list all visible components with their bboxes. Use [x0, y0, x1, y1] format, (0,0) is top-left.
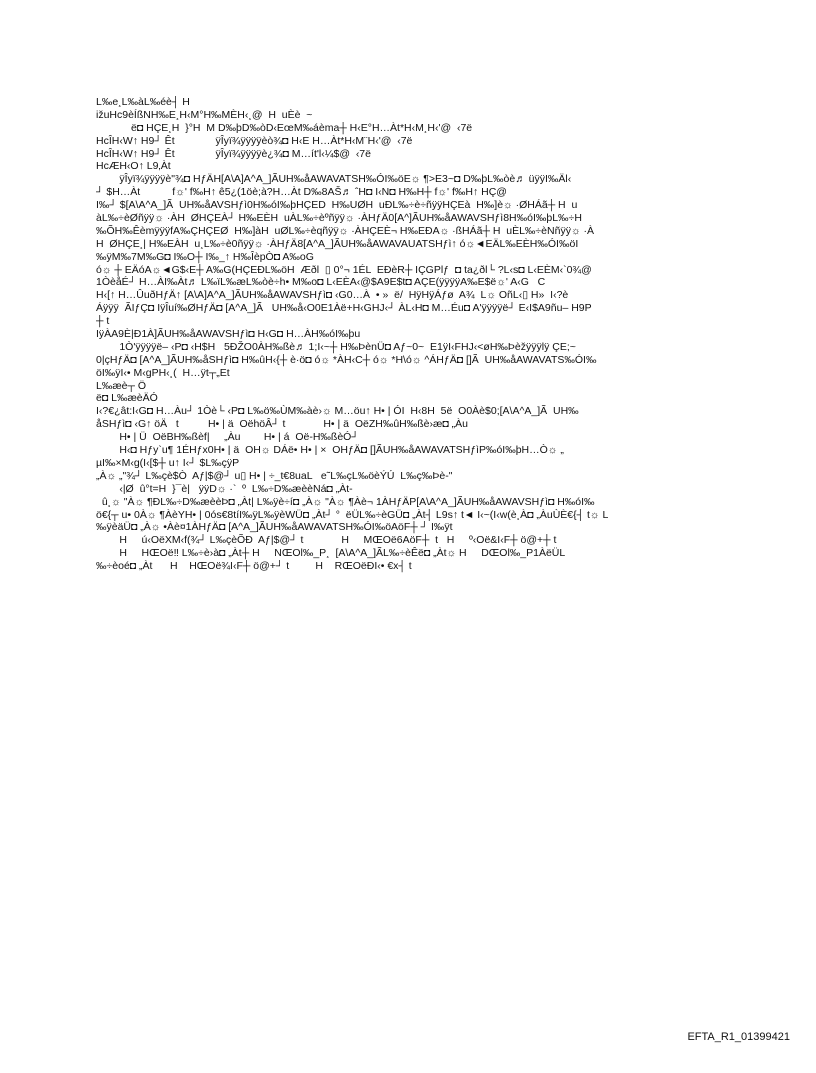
text-line: ‰÷èoé◘ „Àt H HŒOë¾I‹F┼ ö@+┘ t H RŒOëÐI‹• €x┤ t	[96, 560, 412, 573]
text-line: H ú‹OëXM‹f(¾┘ L‰çèÕÐ Aƒ|$@┘ t H MŒOë6AöF┼ t H º‹Oë&I‹F┼ ö@+┼ t	[96, 534, 557, 547]
text-line: ┘ $H…Àt f☼' f‰H↑ ê5¿(1öè;à?H…Àt D‰8AŠ♬ ˆH◘ I‹N◘ H‰H┼ f☼' f‰H↑ HÇ@	[96, 186, 507, 199]
text-line: åSHƒì◘ ‹G↑ öÄ t H• | ä OëhöÂ┘ t H• | ä OëZH‰ûH‰ßè›æ◘ „Àu	[96, 418, 468, 431]
text-line: 1ÒèåÉ┘ H…ÀI‰Àt♬ L‰ïL‰æL‰òè÷h• M‰o◘ L‹EÈA‹@$A9E$t◘ AÇE(ÿÿÿÿA‰E$ë☼' A‹G C	[96, 276, 546, 289]
text-line: H‹[↑ H…ÛuðHƒÄ↑ [A\A]A^A_]ÃUH‰åAWAVSHƒì◘ ‹G0…À • » ë/ HÿHÿÁƒø A¾ L☼ OñL‹▯ H» I‹?è	[96, 289, 569, 302]
text-line: ižuHc9èÍßNH‰E¸H‹M°H‰MÈH‹¸@ H uÈè ~	[96, 108, 313, 121]
text-line: „À☼ „"¾┘ L‰çè$Ò Aƒ|$@┘ u▯ H• | ÷_t€8uaL e˜L‰çL‰öèÝÚ L‰ç‰Þè-"	[96, 469, 453, 482]
text-line: Áÿÿÿ ÃIƒÇ◘ IÿÎuí‰ØHƒÄ◘ [A^A_]Ã UH‰å‹O0E1Àë+H‹GHJ‹┘ ÀL‹H◘ M…Éu◘ A'ÿÿÿÿë┘ E‹I$A9ñu– H9P	[96, 302, 592, 315]
text-line: ‰ÕH‰ÊèmÿÿÿfA‰ÇHÇEØ H‰]àH uØL‰÷èqñÿÿ☼ ·ÀHÇEÈ¬ H‰EÐA☼ ·ßHÁã┼ H uÈL‰÷èNñÿÿ☼ ·À	[96, 224, 594, 237]
text-line: H HŒOë‼ L‰÷è›à◘ „Àt┼ H NŒOl‰_P¸ [A\A^A_]ÃL‰÷èÊë◘ „Àt☼ H DŒOl‰_P1ÀëÜL	[96, 547, 566, 560]
document-body-text	[96, 96, 736, 573]
text-line: L‰æè┬ Ö	[96, 379, 147, 392]
text-line: IÿÀA9È|Ð1À]ÃUH‰åAWAVSHƒì◘ H‹G◘ H…ÀH‰óI‰þu	[96, 328, 361, 341]
text-line: ë◘ L‰æèÄÓ	[96, 392, 158, 405]
text-line: H ØHÇE¸| H‰EÀH u¸L‰÷è0ñÿÿ☼ ·ÀHƒÄ8[A^A_]ÃUH‰åAWAVAUATSHƒì↑ ó☼◄EÄL‰EÈH‰ÓI‰öI	[96, 237, 579, 250]
text-line: H• | Ü OëBH‰ßèf| „Àu H• | á Oë-H‰ßèÓ┘	[96, 431, 359, 444]
text-line: H‹◘ Hƒy`u¶ 1ÉHƒx0H• | ä OH☼ DÁë• H• | × OHƒÄ◘ []ÃUH‰åAWAVATSHƒìP‰óI‰þH…Ò☼ „	[96, 444, 564, 457]
text-line: I‰┘ $[A\A^A_]Ã UH‰åAVSHƒì0H‰óI‰þHÇED H‰UØH uÐL‰÷è÷ñÿÿHÇEà H‰]è☼ ·ØHÁã┼ H u	[96, 199, 578, 212]
text-line: àL‰÷èØñÿÿ☼ ·ÀH ØHÇEÀ┘ H‰EÈH uÀL‰÷èºñÿÿ☼ ·ÀHƒÄ0[A^]ÃUH‰åAWAVSHƒì8H‰óI‰þL‰÷H	[96, 212, 582, 225]
text-line: ó☼ ┼ EÄóA☼◄G$‹E┼ A‰G(HÇEÐL‰öH Æðl ▯ 0°¬ 1ÉL EÐèR┼ IÇGPlƒ ◘ ta¿ðl└ ?L‹s◘ L‹EÈM‹`0¾@	[96, 263, 592, 276]
text-line: ┼ t	[96, 315, 110, 328]
text-line: L‰e¸L‰àL‰éè┤ H	[96, 96, 190, 108]
text-line: I‹?€¿ât:I‹G◘ H…Àu┘ 1Òè└ ‹P◘ L‰ö‰ÙM‰àè›☼ M…öu↑ H• | ÓI H‹8H 5ë O0Àè$0;[A\A^A_]Ã UH‰	[96, 405, 579, 418]
text-line: HcÎH‹W↑ H9┘ Êt ÿÎyï¾ÿÿÿÿèò¾◘ H‹E H…Àt*H‹M¨H‹'@ ‹7ë	[96, 134, 413, 147]
text-line: ‰ÿèäÜ◘ „À☼ •Àè¤1ÀHƒÄ◘ [A^A_]ÃUH‰åAWAVATSH‰ÓI‰öAöF┼ ┘ I‰ÿt	[96, 521, 453, 534]
text-line: ö€{┬ u• 0À☼ ¶ÀèYH• | 0ós€8tíI‰ÿL‰ÿèWÜ◘ „Àt┘ ° ëÜL‰÷èGÜ◘ „Àt┤ L9s↑ t◄ I‹~(I‹w(è¸À◘ „ÀuÙÈ€{┤ t☼ L	[96, 508, 609, 521]
text-line: 1Ò'ÿÿÿÿë– ‹P◘ ‹H$H 5ÐŽO0ÀH‰ßè♬ 1;I‹~┼ H‰ÞènÜ◘ Aƒ~0~ E1ÿI‹FHJ‹<øH‰Þèžÿÿÿlÿ ÇE;~	[96, 340, 576, 353]
text-line: HcÆH‹O↑ L9‚Àt	[96, 160, 171, 173]
text-line: öI‰ÿI‹• M‹gPH‹¸( H…ÿt┬„Et	[96, 366, 230, 379]
document-id-footer: EFTA_R1_01399421	[687, 1031, 790, 1043]
text-line: ë◘ HÇE¸H }°H M D‰þD‰òD‹EœM‰áèma┼ H‹E°H…Àt*H‹M¸H‹'@ ‹7ë	[96, 121, 473, 134]
text-line: 0|çHƒÄ◘ [A^A_]ÃUH‰åSHƒì◘ H‰ûH‹{┼ è·ö◘ ó☼ *ÀH‹C┼ ó☼ *H\ó☼ ^ÁHƒÄ◘ []Ã UH‰åAWAVATS‰ÓI‰	[96, 353, 597, 366]
text-line: û¸☼ "À☼ ¶ÐL‰÷D‰æèèÞ◘ „Àt| L‰ÿè÷í◘ „À☼ "À☼ ¶Àè¬ 1ÀHƒÄP[A\A^A_]ÃUH‰åAWAVSHƒì◘ H‰óI‰	[96, 495, 595, 508]
text-line: µI‰×M‹g(I‹[$┼ u↑ I‹┘ $L‰çÿP	[96, 456, 240, 469]
text-line: ÿÎyï¾ÿÿÿÿè"¾◘ HƒÄH[A\A]A^A_]ÃUH‰åAWAVATSH‰ÓI‰öE☼ ¶>E3~◘ D‰þL‰òè♬ üÿÿI‰Äl‹	[96, 173, 572, 186]
text-line: ‰ÿM‰7M‰G◘ I‰O┼ I‰_↑ H‰ÎèpÒ◘ A‰oG	[96, 250, 314, 263]
text-line: HcÎH‹W↑ H9┘ Êt ÿÎyï¾ÿÿÿÿè¿¾◘ M…ít'l‹¼$@ ‹7ë	[96, 147, 371, 160]
text-line: ‹|Ø û°t=H }¯è| ÿÿD☼ ·` º L‰÷D‰æèèNá◘ „Àt-	[96, 482, 353, 495]
